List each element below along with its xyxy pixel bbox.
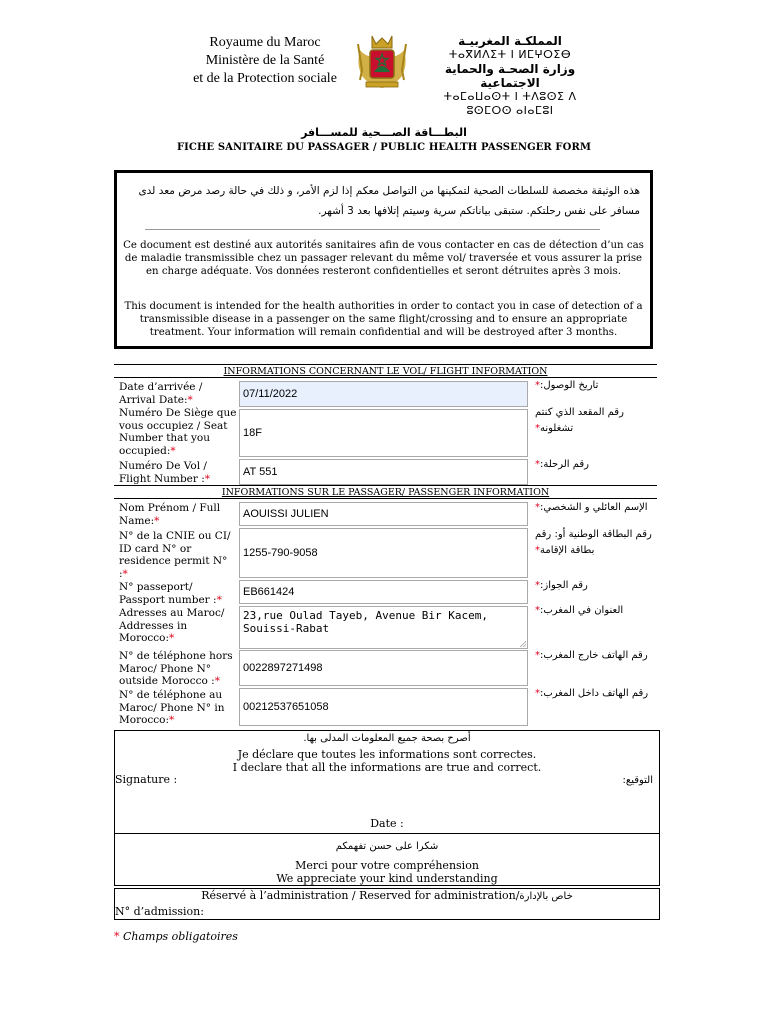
- seat-number-field[interactable]: 18F: [239, 409, 528, 457]
- declaration-french: Je déclare que toutes les informations sont correctes.: [237, 748, 537, 761]
- arrival-date-label: Date d’arrivée / Arrival Date:*: [119, 381, 203, 406]
- phone-morocco-label: N° de téléphone au Maroc/ Phone N° in Morocco:*: [119, 689, 225, 726]
- full-name-label: Nom Prénom / Full Name:*: [119, 502, 221, 527]
- id-card-label: N° de la CNIE ou CI/ ID card N° or residence permit N° :*: [119, 530, 231, 580]
- header-fr-line-2: Ministère de la Santé: [205, 53, 325, 68]
- reserved-admin-text: Réservé à l’administration / Reserved for administration/خاص بالإدارة: [201, 889, 573, 902]
- seat-number-label-ar: رقم المقعد الذي كنتم تشغلونه*: [535, 407, 624, 434]
- declaration-english: I declare that all the informations are true and correct.: [232, 761, 542, 774]
- header-fr-line-1: Royaume du Maroc: [209, 35, 321, 50]
- passport-field[interactable]: EB661424: [239, 580, 528, 604]
- address-textarea[interactable]: [239, 606, 528, 649]
- notice-divider: [145, 229, 600, 230]
- thanks-arabic: شكرا على حسن تفهمكم: [335, 841, 439, 852]
- seat-number-label: Numéro De Siège que vous occupiez / Seat Number that you occupied:*: [119, 407, 237, 457]
- signature-label: Signature :: [115, 773, 178, 786]
- id-card-label-ar: رقم البطاقة الوطنية أو: رقم بطاقة الإقامة*: [535, 529, 652, 556]
- declaration-box: [114, 730, 660, 886]
- header-tifinagh-line-1: ⵜⴰⴳⵍⴷⵉⵜ ⵏ ⵍⵎⵖⵔⵉⴱ: [448, 48, 572, 61]
- admission-number-label: N° d’admission:: [115, 905, 204, 918]
- thanks-english: We appreciate your kind understanding: [276, 872, 498, 885]
- passport-label: N° passeport/ Passport number :*: [119, 581, 222, 606]
- thanks-french: Merci pour votre compréhension: [295, 859, 479, 872]
- header-tifinagh-line-2: ⵜⴰⵎⴰⵡⴰⵙⵜ ⵏ ⵜⴷⵓⵙⵉ ⴷ ⵓⵙⵎⵔⵙ ⴰⵏⴰⵎⵓⵏ: [443, 90, 577, 117]
- address-label-ar: العنوان في المغرب:*: [535, 605, 624, 616]
- flight-number-label-ar: رقم الرحلة:*: [535, 459, 590, 470]
- full-name-label-ar: الإسم العائلي و الشخصي:*: [535, 502, 648, 513]
- phone-morocco-field[interactable]: 00212537651058: [239, 688, 528, 726]
- arrival-date-label-ar: تاريخ الوصول:*: [535, 380, 599, 391]
- date-label: Date :: [370, 817, 404, 830]
- declaration-divider: [115, 833, 659, 834]
- flight-section-title: INFORMATIONS CONCERNANT LE VOL/ FLIGHT INFORMATION: [114, 364, 657, 378]
- declaration-arabic: أصرح بصحة جميع المعلومات المدلى بها.: [303, 733, 471, 744]
- passenger-section-title: INFORMATIONS SUR LE PASSAGER/ PASSENGER INFORMATION: [114, 485, 657, 499]
- form-title: FICHE SANITAIRE DU PASSAGER / PUBLIC HEALTH PASSENGER FORM: [176, 142, 592, 153]
- header-fr-line-3: et de la Protection sociale: [193, 71, 337, 86]
- form-title-arabic: البطـــاقة الصـــحية للمســـافر: [301, 126, 467, 139]
- notice-french: Ce document est destiné aux autorités sanitaires afin de vous contacter en cas de détection d’un cas de maladie transmissible chez un passager relevant du même vol/ traversée et vous assurer la prise en charge adéquate. Vos données resteront confidentielles et seront détruites après 3 mois.: [123, 240, 644, 277]
- required-fields-note: * Champs obligatoires: [114, 930, 238, 943]
- passport-label-ar: رقم الجواز:*: [535, 580, 588, 591]
- flight-number-field[interactable]: AT 551: [239, 459, 528, 485]
- notice-arabic: هذه الوثيقة مخصصة للسلطات الصحية لتمكينها من التواصل معكم إذا لزم الأمر، و ذلك في حالة رصد مرض معد لدى مسافر على نفس رحلتكم. ستبقى بياناتكم سرية وسيتم إتلافها بعد 3 أشهر.: [138, 185, 640, 217]
- flight-number-label: Numéro De Vol / Flight Number :*: [119, 460, 211, 485]
- id-card-field[interactable]: 1255-790-9058: [239, 528, 528, 578]
- privacy-notice-box: [114, 170, 653, 349]
- header-ar-line-1: المملكـة المغربيـة: [458, 34, 562, 48]
- header-ar-line-2: وزارة الصحـة والحماية الاجتماعية: [444, 62, 576, 90]
- header-arabic: [420, 34, 600, 118]
- signature-label-ar: التوقيع:: [622, 775, 653, 786]
- notice-english: This document is intended for the health authorities in order to contact you in case of detection of a transmissible disease in a passenger on the same flight/crossing and to ensure an appropriate treatment. Your information will remain confidential and will be destroyed after 3 months.: [124, 301, 643, 338]
- moroccan-coat-of-arms-icon: [352, 30, 412, 92]
- administration-box: [114, 888, 660, 920]
- full-name-field[interactable]: AOUISSI JULIEN: [239, 502, 528, 526]
- phone-outside-field[interactable]: 0022897271498: [239, 650, 528, 686]
- phone-outside-label-ar: رقم الهاتف خارج المغرب:*: [535, 650, 648, 661]
- address-label: Adresses au Maroc/ Addresses in Morocco:*: [119, 607, 225, 644]
- phone-outside-label: N° de téléphone hors Maroc/ Phone N° outside Morocco :*: [119, 650, 233, 687]
- arrival-date-field[interactable]: 07/11/2022: [239, 381, 528, 407]
- header-french: [170, 34, 360, 88]
- phone-morocco-label-ar: رقم الهاتف داخل المغرب:*: [535, 688, 649, 699]
- resize-handle-icon[interactable]: [519, 640, 526, 647]
- address-value: 23,rue Oulad Tayeb, Avenue Bir Kacem, Souissi-Rabat: [243, 609, 489, 635]
